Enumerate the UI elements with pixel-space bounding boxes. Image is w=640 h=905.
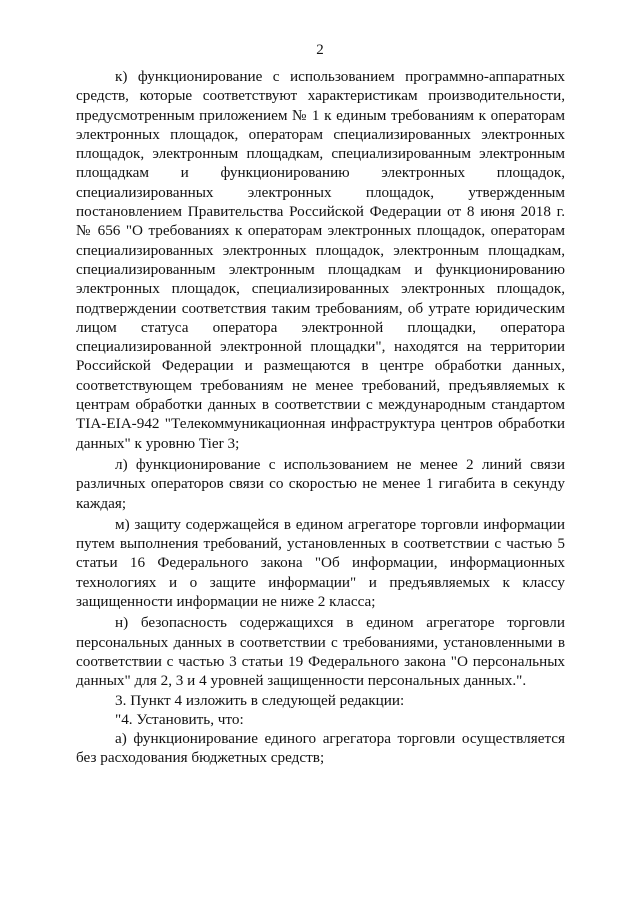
page-number: 2 [316, 42, 324, 58]
paragraph-clause-4-intro: "4. Установить, что: [115, 710, 244, 728]
paragraph-item-k: к) функционирование с использованием программно-аппаратных средств, которые соответствуют характеристикам производительности, предусмотренным приложением № 1 к единым требованиям к операторам электронных площадок, операторам специализированных электронных площадок, электронным площадкам, специализированным электронным площадкам и функционированию электронных площадок, специализированных электронных площадок, утвержденным постановлением Правительства Российской Федерации от 8 июня 2018 г. № 656 "О требованиях к операторам электронных площадок, операторам специализированных электронных площадок, электронным площадкам, специализированным электронным площадкам и функционированию электронных площадок, специализированных электронных площадок, подтверждении соответствия таким требованиям, об утрате юридическим лицом статуса оператора электронной площадки, оператора специализированной электронной площадки", находятся на территории Российской Федерации и размещаются в центре обработки данных, соответствующем требованиям не менее требований, предъявляемых к центрам обработки данных в соответствии с международным стандартом TIA-EIA-942 "Телекоммуникационная инфраструктура центров обработки данных" к уровню Tier 3; [76, 68, 565, 452]
paragraph-item-m: м) защиту содержащейся в едином агрегаторе торговли информации путем выполнения требований, установленных в соответствии с частью 5 статьи 16 Федерального закона "Об информации, информационных технологиях и о защите информации" и предъявляемых к классу защищенности информации не ниже 2 класса; [76, 515, 565, 611]
paragraph-clause-3: 3. Пункт 4 изложить в следующей редакции: [115, 691, 405, 709]
paragraph-item-l: л) функционирование с использованием не менее 2 линий связи различных операторов связи со скоростью не менее 1 гигабита в секунду каждая; [76, 455, 565, 512]
paragraph-item-a: а) функционирование единого агрегатора торговли осуществляется без расходования бюджетных средств; [76, 730, 565, 767]
paragraph-item-n: н) безопасность содержащихся в едином агрегаторе торговли персональных данных в соответствии с требованиями, установленными в соответствии с частью 3 статьи 19 Федерального закона "О персональных данных" для 2, 3 и 4 уровней защищенности персональных данных.". [76, 614, 565, 690]
document-body [76, 67, 565, 768]
